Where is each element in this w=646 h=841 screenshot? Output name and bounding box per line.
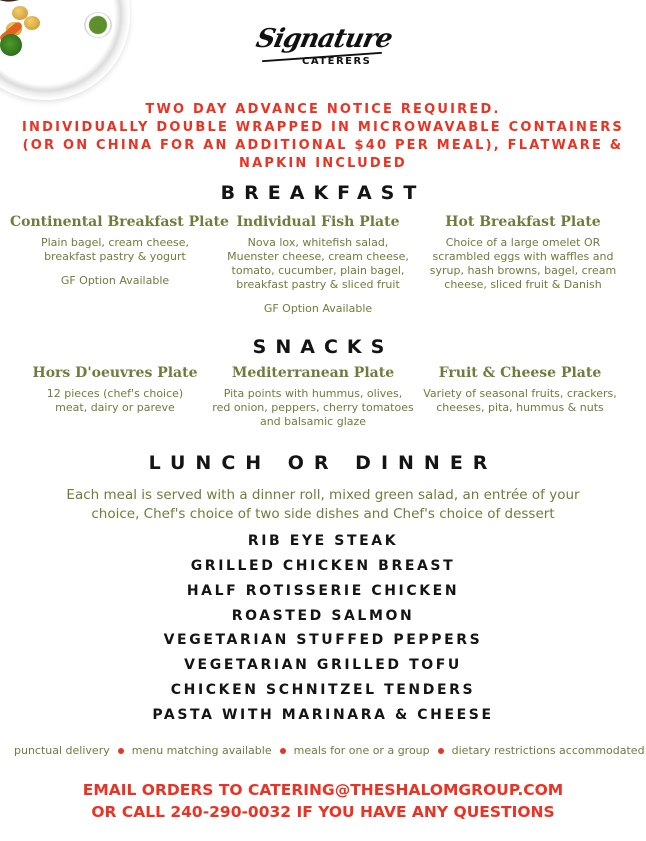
- continental-breakfast-item: [10, 214, 229, 287]
- item-name: Hors D'oeuvres Plate: [32, 365, 198, 381]
- lunch-intro-line-2: choice, Chef's choice of two side dishes and Chef's choice of dessert: [91, 506, 555, 522]
- steak-graphic: [0, 0, 50, 6]
- food-plate-image: [0, 0, 130, 100]
- feature-text: punctual delivery: [14, 744, 110, 757]
- notice-line-4: NAPKIN INCLUDED: [239, 156, 407, 171]
- item-description: Choice of a large omelet OR scrambled eggs with waffles and syrup, hash browns, bagel, cream cheese, sliced fruit & Danish: [429, 236, 617, 291]
- herb-graphic: [0, 34, 22, 56]
- notice-line-2: INDIVIDUALLY DOUBLE WRAPPED IN MICROWAVABLE CONTAINERS: [22, 120, 624, 135]
- breakfast-title: BREAKFAST: [220, 182, 426, 204]
- menu-item: CHICKEN SCHNITZEL TENDERS: [170, 682, 476, 698]
- lunch-dinner-title: LUNCH OR DINNER: [148, 452, 498, 474]
- menu-item: PASTA WITH MARINARA & CHEESE: [152, 707, 494, 723]
- item-description: Pita points with hummus, olives, red onion, peppers, cherry tomatoes and balsamic glaze: [212, 387, 414, 428]
- contact-phone-line: OR CALL 240-290-0032 IF YOU HAVE ANY QUESTIONS: [91, 803, 555, 821]
- lunch-intro-line-1: Each meal is served with a dinner roll, mixed green salad, an entrée of your: [66, 487, 580, 503]
- logo-script: Signature: [253, 24, 395, 54]
- features-row: [14, 744, 645, 757]
- fish-plate-item: [218, 214, 418, 315]
- feature-text: menu matching available: [131, 744, 272, 757]
- gf-note: GF Option Available: [60, 274, 170, 287]
- menu-item: VEGETARIAN STUFFED PEPPERS: [163, 632, 483, 648]
- item-description: 12 pieces (chef's choice) meat, dairy or pareve: [46, 387, 184, 414]
- menu-item: ROASTED SALMON: [231, 608, 415, 624]
- logo-subtitle: CATERERS: [302, 56, 372, 67]
- menu-item: GRILLED CHICKEN BREAST: [190, 558, 456, 574]
- mediterranean-item: [203, 365, 423, 429]
- item-name: Individual Fish Plate: [236, 214, 400, 230]
- potato-graphic: [24, 16, 40, 30]
- menu-item: HALF ROTISSERIE CHICKEN: [186, 583, 460, 599]
- item-description: Nova lox, whitefish salad, Muenster cheese, cream cheese, tomato, cucumber, plain bagel, breakfast pastry & sliced fruit: [227, 236, 409, 291]
- gf-note: GF Option Available: [263, 302, 373, 315]
- item-description: Plain bagel, cream cheese, breakfast pastry & yogurt: [40, 236, 190, 263]
- hors-doeuvres-item: [15, 365, 215, 415]
- menu-item: RIB EYE STEAK: [247, 533, 399, 549]
- bullet-dot-icon: [280, 748, 286, 754]
- item-description: Variety of seasonal fruits, crackers, cheeses, pita, hummus & nuts: [423, 387, 617, 414]
- snacks-title: SNACKS: [252, 336, 394, 358]
- item-name: Fruit & Cheese Plate: [438, 365, 602, 381]
- bullet-dot-icon: [438, 748, 444, 754]
- notice-line-3: (OR ON CHINA FOR AN ADDITIONAL $40 PER MEAL), FLATWARE &: [22, 138, 624, 153]
- fruit-cheese-item: [410, 365, 630, 415]
- sauce-bowl-graphic: [84, 12, 112, 38]
- menu-item: VEGETARIAN GRILLED TOFU: [184, 657, 462, 673]
- item-name: Hot Breakfast Plate: [445, 214, 601, 230]
- feature-text: dietary restrictions accommodated: [451, 744, 645, 757]
- bullet-dot-icon: [118, 748, 124, 754]
- item-name: Continental Breakfast Plate: [10, 214, 229, 230]
- item-name: Mediterranean Plate: [231, 365, 395, 381]
- feature-text: meals for one or a group: [293, 744, 430, 757]
- hot-breakfast-item: [418, 214, 628, 292]
- notice-line-1: TWO DAY ADVANCE NOTICE REQUIRED.: [145, 102, 501, 117]
- contact-email-line: EMAIL ORDERS TO CATERING@THESHALOMGROUP.COM: [82, 781, 564, 799]
